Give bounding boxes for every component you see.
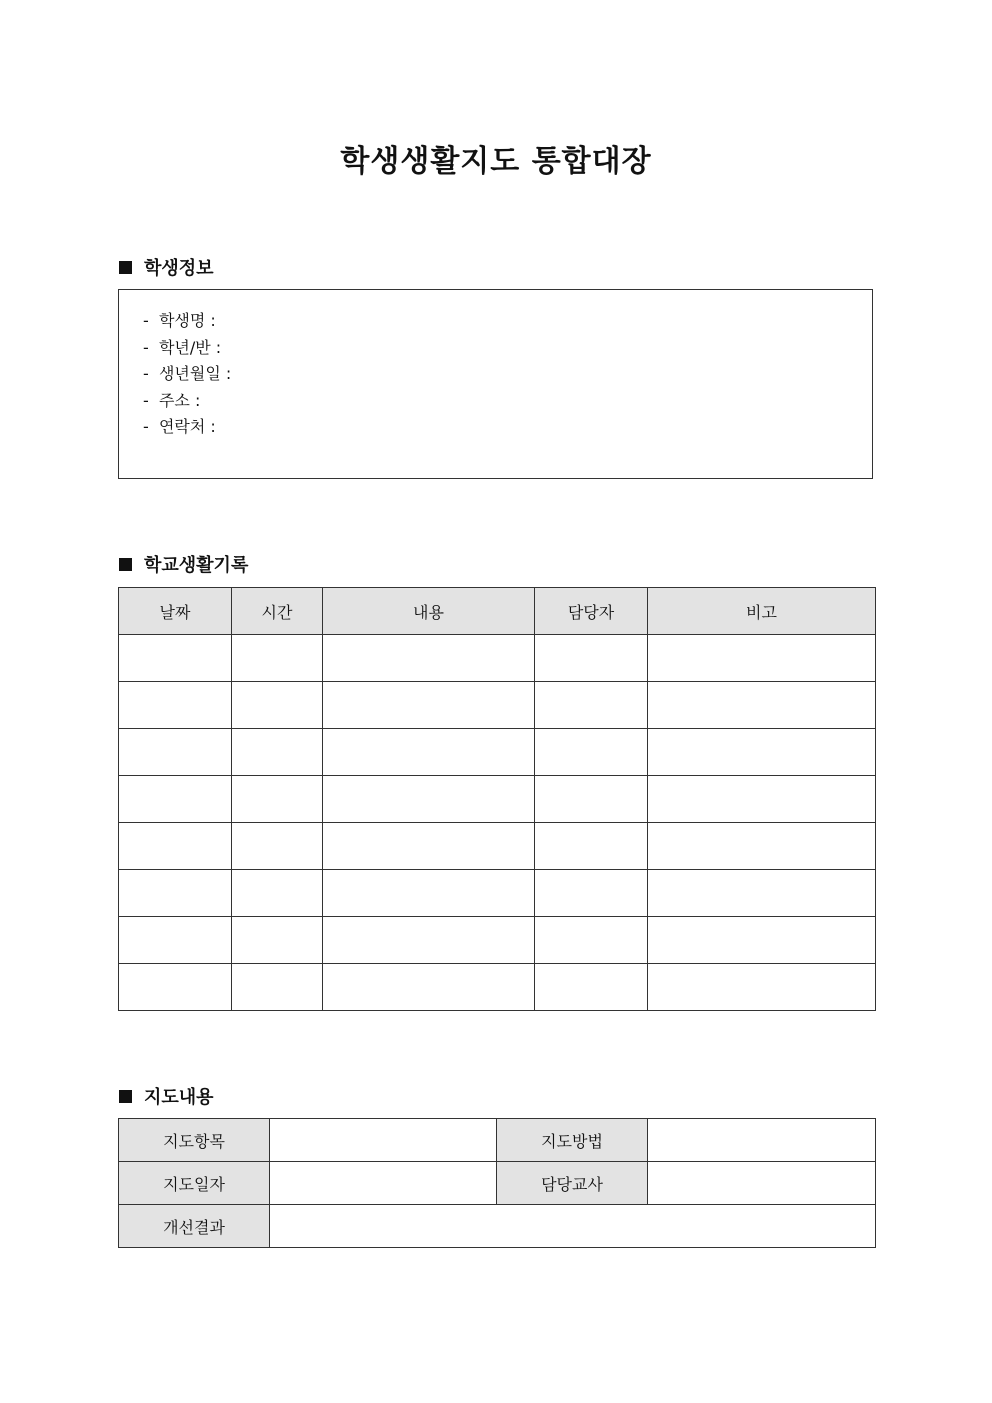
record-cell-remarks[interactable] xyxy=(648,964,876,1011)
record-cell-time[interactable] xyxy=(232,776,323,823)
record-cell-date[interactable] xyxy=(119,870,232,917)
section-heading-school-record xyxy=(119,551,248,577)
table-row xyxy=(119,729,876,776)
column-header-content: 내용 xyxy=(323,588,535,635)
square-bullet-icon xyxy=(119,1090,132,1103)
record-cell-remarks[interactable] xyxy=(648,682,876,729)
section-heading-label: 학교생활기록 xyxy=(144,555,249,576)
record-cell-date[interactable] xyxy=(119,729,232,776)
grade-class-field[interactable]: - 학년/반 : xyxy=(143,337,222,357)
record-cell-person-in-charge[interactable] xyxy=(535,823,648,870)
record-cell-date[interactable] xyxy=(119,682,232,729)
record-cell-person-in-charge[interactable] xyxy=(535,729,648,776)
column-header-person-in-charge: 담당자 xyxy=(535,588,648,635)
address-field[interactable]: - 주소 : xyxy=(143,390,201,410)
record-cell-time[interactable] xyxy=(232,964,323,1011)
guidance-table xyxy=(118,1118,876,1248)
section-heading-student-info xyxy=(119,254,214,280)
record-cell-time[interactable] xyxy=(232,823,323,870)
record-cell-person-in-charge[interactable] xyxy=(535,776,648,823)
guidance-date-label: 지도일자 xyxy=(119,1162,270,1205)
student-info-box xyxy=(118,289,873,479)
record-cell-person-in-charge[interactable] xyxy=(535,635,648,682)
column-header-remarks: 비고 xyxy=(648,588,876,635)
record-cell-date[interactable] xyxy=(119,776,232,823)
record-cell-time[interactable] xyxy=(232,635,323,682)
table-row xyxy=(119,1162,876,1205)
record-cell-time[interactable] xyxy=(232,870,323,917)
record-cell-time[interactable] xyxy=(232,917,323,964)
record-cell-content[interactable] xyxy=(323,635,535,682)
record-cell-remarks[interactable] xyxy=(648,729,876,776)
record-cell-remarks[interactable] xyxy=(648,635,876,682)
record-cell-date[interactable] xyxy=(119,823,232,870)
table-row xyxy=(119,1205,876,1248)
improvement-result-cell[interactable] xyxy=(270,1205,876,1248)
section-heading-guidance xyxy=(119,1083,214,1109)
record-cell-person-in-charge[interactable] xyxy=(535,682,648,729)
table-row xyxy=(119,682,876,729)
student-name-field[interactable]: - 학생명 : xyxy=(143,311,216,330)
record-cell-person-in-charge[interactable] xyxy=(535,917,648,964)
record-cell-time[interactable] xyxy=(232,729,323,776)
record-cell-content[interactable] xyxy=(323,776,535,823)
birthdate-field[interactable]: - 생년월일 : xyxy=(143,364,232,383)
teacher-in-charge-cell[interactable] xyxy=(648,1162,876,1205)
record-cell-content[interactable] xyxy=(323,823,535,870)
table-row xyxy=(119,917,876,964)
contact-field[interactable]: - 연락처 : xyxy=(143,417,216,436)
school-record-table xyxy=(118,587,876,1011)
record-cell-date[interactable] xyxy=(119,635,232,682)
square-bullet-icon xyxy=(119,261,132,274)
section-heading-label: 학생정보 xyxy=(144,258,214,279)
table-row xyxy=(119,870,876,917)
guidance-item-cell[interactable] xyxy=(270,1119,497,1162)
record-cell-content[interactable] xyxy=(323,917,535,964)
record-cell-remarks[interactable] xyxy=(648,870,876,917)
table-row xyxy=(119,776,876,823)
column-header-time: 시간 xyxy=(232,588,323,635)
guidance-date-cell[interactable] xyxy=(270,1162,497,1205)
record-cell-content[interactable] xyxy=(323,964,535,1011)
record-cell-content[interactable] xyxy=(323,682,535,729)
table-row xyxy=(119,1119,876,1162)
record-cell-remarks[interactable] xyxy=(648,917,876,964)
record-cell-content[interactable] xyxy=(323,870,535,917)
table-row xyxy=(119,635,876,682)
record-cell-person-in-charge[interactable] xyxy=(535,870,648,917)
improvement-result-label: 개선결과 xyxy=(119,1205,270,1248)
column-header-date: 날짜 xyxy=(119,588,232,635)
table-row xyxy=(119,964,876,1011)
record-cell-time[interactable] xyxy=(232,682,323,729)
table-row xyxy=(119,823,876,870)
record-cell-date[interactable] xyxy=(119,964,232,1011)
section-heading-label: 지도내용 xyxy=(144,1087,214,1108)
guidance-item-label: 지도항목 xyxy=(119,1119,270,1162)
guidance-method-label: 지도방법 xyxy=(497,1119,648,1162)
table-header-row xyxy=(119,588,876,635)
record-cell-remarks[interactable] xyxy=(648,776,876,823)
record-cell-remarks[interactable] xyxy=(648,823,876,870)
square-bullet-icon xyxy=(119,558,132,571)
record-cell-date[interactable] xyxy=(119,917,232,964)
teacher-in-charge-label: 담당교사 xyxy=(497,1162,648,1205)
document-title: 학생생활지도 통합대장 xyxy=(340,144,652,179)
record-cell-person-in-charge[interactable] xyxy=(535,964,648,1011)
guidance-method-cell[interactable] xyxy=(648,1119,876,1162)
record-cell-content[interactable] xyxy=(323,729,535,776)
